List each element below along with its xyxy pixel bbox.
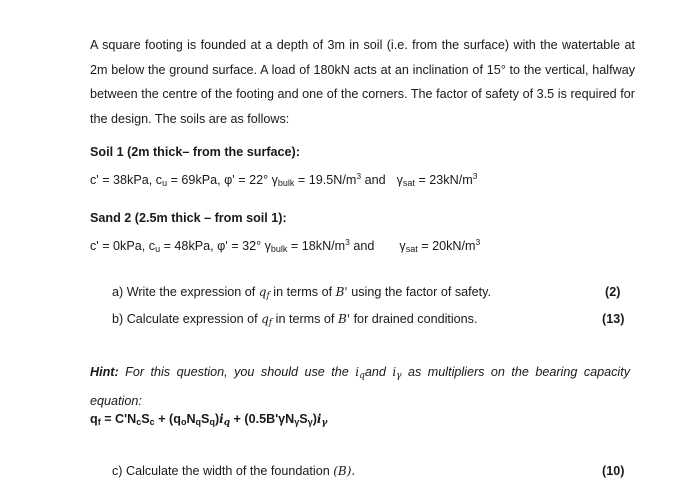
question-a: a) Write the expression of $q_f$ in terms of B' using the factor of safety. bbox=[112, 285, 491, 301]
problem-intro: A square footing is founded at a depth of 3m in soil (i.e. from the surface) with the watertable at 2m below the ground surface. A load of 180kN acts at an inclination of 15° to the vertical, halfway between the centre of the footing and one of the corners. The factor of safety of 3.5 is required for the design. The soils are as follows: bbox=[90, 38, 635, 126]
soil1-properties bbox=[90, 171, 477, 188]
soil1-gbulk: = $19.5N/m^3$ bbox=[297, 171, 362, 187]
soil1-cu: = 69kPa, bbox=[170, 173, 221, 187]
question-c-marks: (10) bbox=[602, 464, 625, 478]
soil1-c: c' = 38kPa, bbox=[90, 173, 153, 187]
soil2-gsat-symbol: $\gamma_{sat}$ bbox=[399, 239, 418, 254]
soil2-cu: = 48kPa, bbox=[163, 239, 214, 253]
soil1-gsat-symbol: $\gamma_{sat}$ bbox=[396, 173, 415, 188]
soil2-gbulk-symbol: $\gamma_{bulk}$ bbox=[264, 239, 288, 254]
soil1-gsat: = $23kN/m^3$ bbox=[418, 171, 478, 187]
b-prime-symbol: B' bbox=[335, 285, 348, 299]
soil2-gsat: = $20kN/m^3$ bbox=[421, 237, 481, 253]
question-b: b) Calculate expression of $q_f$ in terms of B' for drained conditions. bbox=[112, 312, 478, 328]
soil2-properties bbox=[90, 237, 480, 254]
soil1-and: and bbox=[364, 173, 386, 187]
soil2-title: Sand 2 (2.5m thick – from soil 1): bbox=[90, 211, 287, 225]
qf-symbol: $q_f$ bbox=[258, 285, 270, 301]
hint-paragraph: Hint: For this question, you should use the $i_qand$ $i_\gamma$ as multipliers on the bearing capacity equation: bbox=[90, 365, 631, 408]
question-b-marks: (13) bbox=[602, 312, 625, 326]
igamma-symbol: $i_\gamma$ bbox=[392, 365, 402, 381]
soil1-cu-symbol: $c_u$ bbox=[155, 173, 168, 188]
b-symbol: (B). bbox=[333, 464, 356, 478]
question-c: c) Calculate the width of the foundation (B). bbox=[112, 464, 356, 478]
b-prime-symbol: B' bbox=[337, 312, 351, 326]
soil2-cu-symbol: $c_u$ bbox=[148, 239, 161, 254]
soil1-phi: φ' = 22° bbox=[224, 173, 269, 187]
soil2-and: and bbox=[353, 239, 375, 253]
bearing-capacity-equation: $q_f = C'N_cS_c + (q_oN_qS_q)i_q + (0.5B'\gamma N_\gamma S_\gamma)i_\gamma$ bbox=[90, 412, 328, 428]
question-a-marks: (2) bbox=[605, 285, 621, 299]
soil1-gbulk-symbol: $\gamma_{bulk}$ bbox=[271, 173, 295, 188]
soil2-gbulk: = $18kN/m^3$ bbox=[290, 237, 350, 253]
soil1-title: Soil 1 (2m thick– from the surface): bbox=[90, 145, 300, 159]
soil2-c: c' = 0kPa, bbox=[90, 239, 146, 253]
hint-label: Hint: bbox=[90, 365, 119, 379]
soil2-phi: φ' = 32° bbox=[217, 239, 262, 253]
qf-symbol: $q_f$ bbox=[261, 312, 273, 328]
iq-symbol: $i_q$ bbox=[355, 365, 365, 381]
